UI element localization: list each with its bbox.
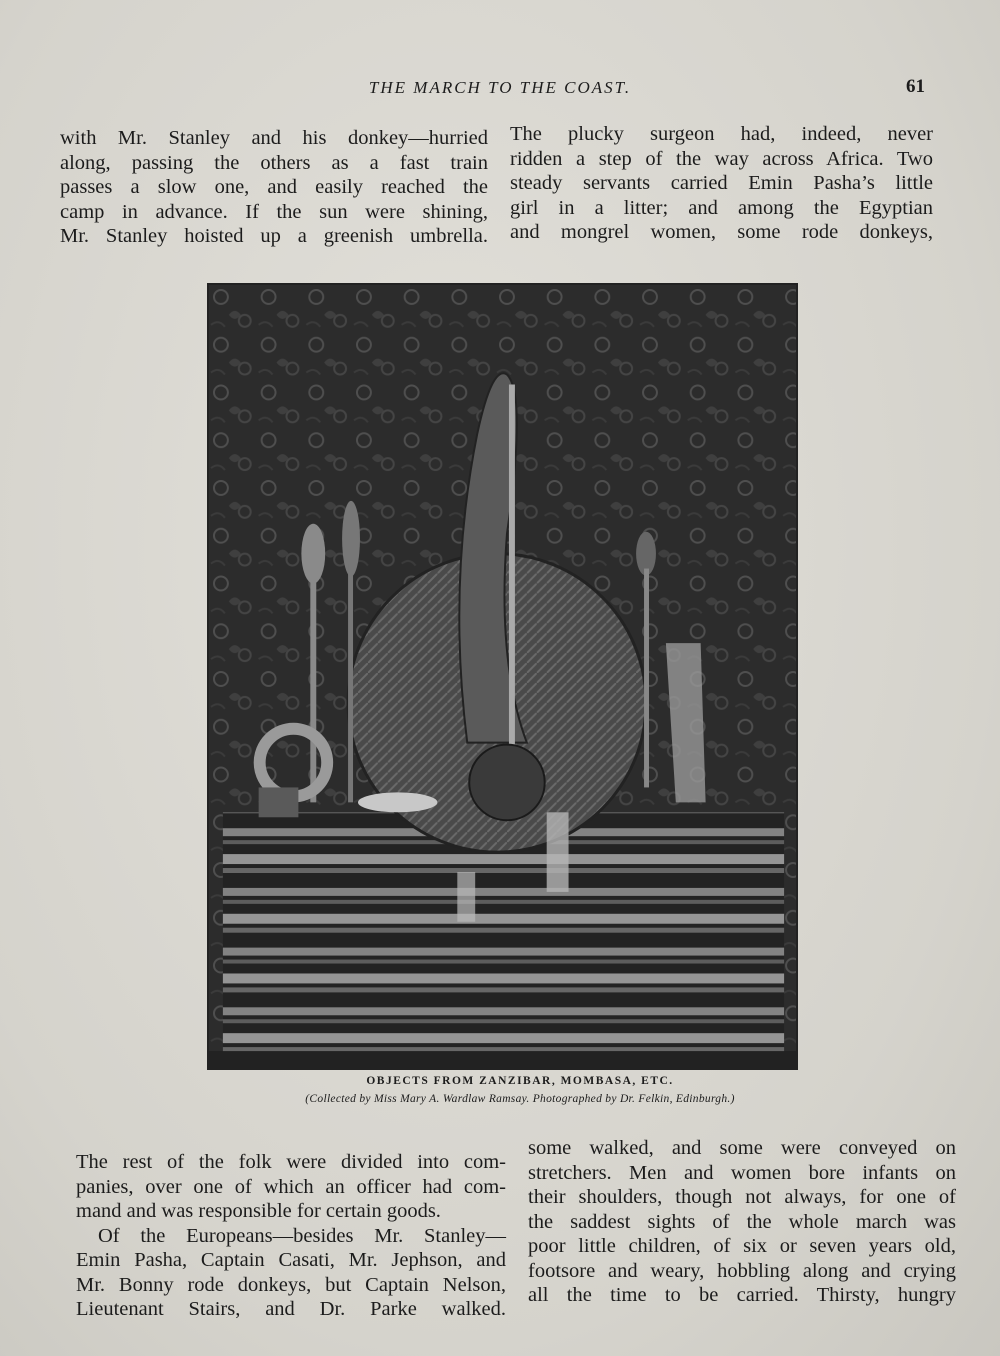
text-line: some walked, and some were conveyed on (528, 1137, 956, 1159)
text-column-top-right (510, 122, 933, 245)
caption-title: OBJECTS FROM ZANZIBAR, MOMBASA, ETC. (366, 1075, 674, 1087)
text-line: all the time to be carried. Thirsty, hungry (528, 1284, 956, 1306)
photograph-objects-image (209, 285, 796, 1068)
text-column-bottom-right (528, 1136, 956, 1308)
text-line: with Mr. Stanley and his donkey—hurried (60, 127, 488, 149)
text-line: steady servants carried Emin Pasha’s little (510, 172, 933, 194)
text-line: Lieutenant Stairs, and Dr. Parke walked. (76, 1298, 506, 1320)
text-line: The plucky surgeon had, indeed, never (510, 123, 933, 145)
running-title: THE MARCH TO THE COAST. (368, 78, 632, 97)
text-line: the saddest sights of the whole march was (528, 1210, 956, 1233)
text-line: their shoulders, though not always, for one of (528, 1186, 956, 1208)
text-line: girl in a litter; and among the Egyptian (510, 196, 933, 219)
text-line: ridden a step of the way across Africa. Two (510, 147, 933, 170)
text-line: Of the Europeans—besides Mr. Stanley— (98, 1224, 506, 1247)
text-line: panies, over one of which an officer had com- (76, 1175, 506, 1198)
page-number: 61 (906, 76, 925, 97)
caption-credit: (Collected by Miss Mary A. Wardlaw Ramsay. Photographed by Dr. Felkin, Edinburgh.) (305, 1093, 735, 1105)
text-line: and mongrel women, some rode donkeys, (510, 221, 933, 243)
photograph-plate (207, 283, 798, 1070)
text-column-bottom-left (76, 1150, 506, 1322)
text-line: The rest of the folk were divided into com- (76, 1151, 506, 1173)
text-column-top-left (60, 126, 488, 249)
figure-caption (240, 1075, 800, 1105)
text-line: Mr. Stanley hoisted up a greenish umbrella. (60, 225, 488, 247)
text-line: camp in advance. If the sun were shining, (60, 200, 488, 223)
running-head (0, 76, 1000, 106)
text-line: stretchers. Men and women bore infants on (528, 1161, 956, 1184)
text-line: poor little children, of six or seven years old, (528, 1235, 956, 1257)
text-line: along, passing the others as a fast train (60, 151, 488, 174)
text-line: footsore and weary, hobbling along and crying (528, 1259, 956, 1282)
text-line: Emin Pasha, Captain Casati, Mr. Jephson, and (76, 1249, 506, 1271)
text-line: Mr. Bonny rode donkeys, but Captain Nelson, (76, 1273, 506, 1296)
text-line: mand and was responsible for certain goods. (76, 1200, 441, 1222)
text-line: passes a slow one, and easily reached the (60, 176, 488, 198)
